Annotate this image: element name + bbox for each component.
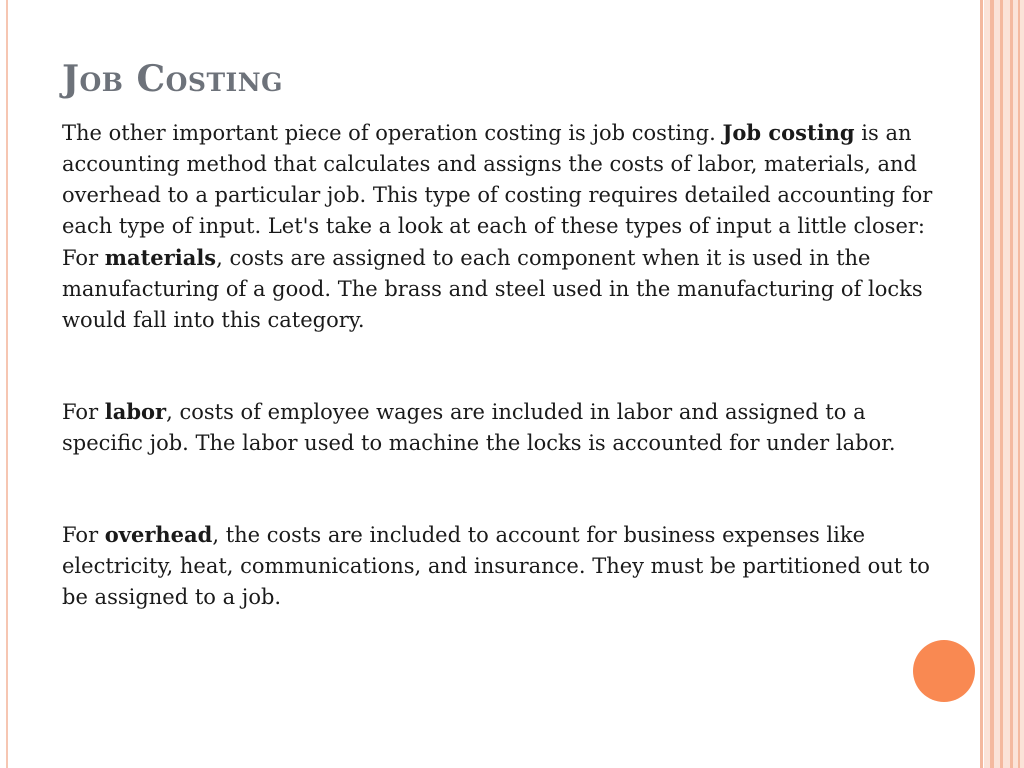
paragraph-spacer [62,459,952,519]
materials-text: , costs are assigned to each component when it is used in the manufacturing of a good. The brass and steel used in the manufacturing of locks would fall into this category. [62,246,923,332]
overhead-paragraph [62,519,952,613]
right-stripe [990,0,994,768]
labor-term: labor [104,399,167,424]
labor-text: , costs of employee wages are included in labor and assigned to a specific job. The labor used to machine the locks is accounted for under labor. [62,400,896,455]
right-stripe [980,0,983,768]
intro-paragraph [62,117,952,242]
materials-term: materials [104,245,217,270]
labor-paragraph [62,396,952,459]
paragraph-spacer [62,336,952,396]
left-border-line [6,0,8,768]
overhead-text: , the costs are included to account for business expenses like electricity, heat, communications, and insurance. They must be partitioned out to be assigned to a job. [62,523,930,609]
materials-paragraph [62,242,952,336]
labor-prefix: For [62,400,105,424]
materials-prefix: For [62,246,105,270]
intro-text-2: is an accounting method that calculates and assigns the costs of labor, materials, and overhead to a particular job. This type of costing requires detailed accounting for each type of input. Let's take a look at each of these types of input a little closer: [62,121,933,238]
overhead-term: overhead [104,522,213,547]
right-stripe [1000,0,1003,768]
intro-text-1: The other important piece of operation costing is job costing. [62,121,723,145]
overhead-prefix: For [62,523,105,547]
slide-body [62,117,952,613]
slide-title: Job Costing [62,58,283,100]
orange-circle-decoration [913,640,975,702]
intro-bold-term: Job costing [722,120,855,145]
right-stripe [1018,0,1020,768]
right-stripe [1010,0,1013,768]
